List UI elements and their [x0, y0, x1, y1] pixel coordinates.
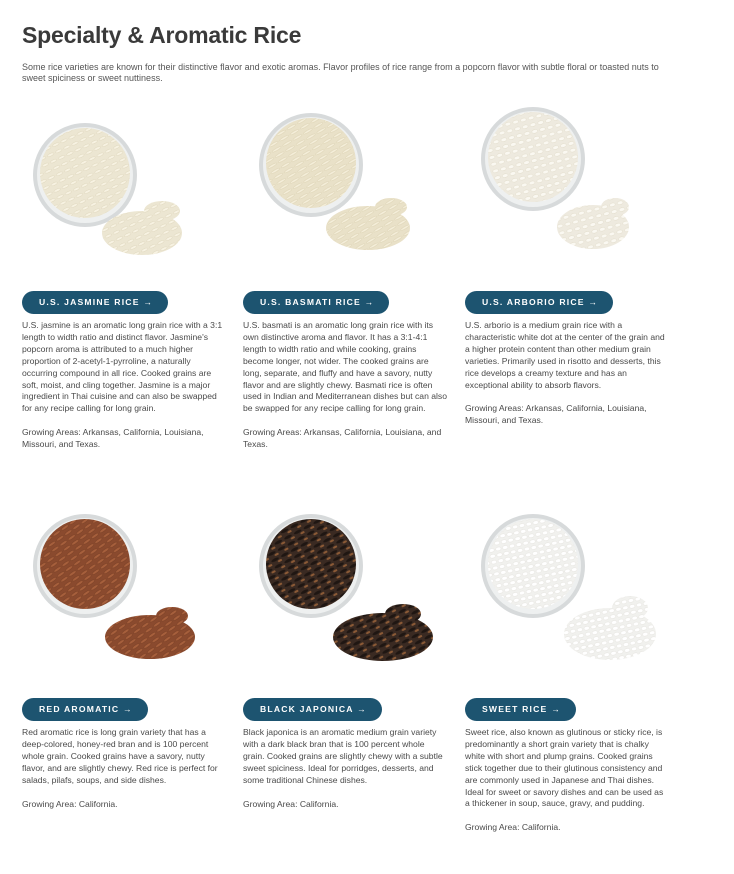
black-japonica-description: Black japonica is an aromatic medium grain variety with a dark black bran that is 100 percent whole grain. Cooked grains are slightly chewy with a subtle sweet spiciness. Ideal for porridges, desserts, and some traditional Chinese dishes. — [243, 727, 443, 785]
jasmine-description: U.S. jasmine is an aromatic long grain rice with a 3:1 length to width ratio and distinct flavor. Jasmine's popcorn aroma is attributed to a much higher proportion of 2-acetyl-1-pyrroline, a naturally occurring compound in all rice. Cooked grains are soft, moist, and cling together. Jasmine is a major ingredient in Thai cuisine and can also be swapped for any recipe calling for long grain. — [22, 320, 223, 414]
sweet-rice-bowl-icon — [465, 510, 670, 670]
arrow-right-icon: → — [143, 297, 154, 307]
black-japonica-rice-image — [243, 510, 448, 660]
sweet-rice-button[interactable]: SWEET RICE → — [465, 698, 576, 721]
arborio-growing-areas: Growing Areas: Arkansas, California, Louisiana, Missouri, and Texas. — [465, 403, 647, 426]
basmati-description: U.S. basmati is an aromatic long grain rice with its own distinctive aroma and flavor. It has a 3:1-4:1 length to width ratio and while cooking, grains become longer, not wider. The cooked grains are long, separate, and fluffy and have a savory, nutty flavor and are slightly chewy. Basmati rice is often used in Indian and Mediterranean dishes but can also be swapped for any recipe calling for long grain. — [243, 320, 448, 414]
black-japonica-button[interactable]: BLACK JAPONICA → — [243, 698, 382, 721]
intro-paragraph: Some rice varieties are known for their distinctive flavor and exotic aromas. Flavor profiles of rice range from a popcorn flavor with subtle floral or toasted nuts to sweet spiciness or sweet nuttiness. — [22, 62, 659, 83]
red-aromatic-growing-area: Growing Area: California. — [22, 798, 118, 809]
rice-card-jasmine — [22, 103, 227, 451]
jasmine-growing-areas: Growing Areas: Arkansas, California, Louisiana, Missouri, and Texas. — [22, 427, 204, 450]
rice-card-sweet-rice — [465, 510, 670, 834]
basmati-rice-button[interactable]: U.S. BASMATI RICE → — [243, 291, 389, 314]
arborio-description: U.S. arborio is a medium grain rice with a characteristic white dot at the center of the grain and a higher protein content than other medium grain varieties. Primarily used in risotto and desserts, this rice develops a creamy texture and has an exceptional ability to absorb flavors. — [465, 320, 665, 390]
rice-card-red-aromatic — [22, 510, 227, 810]
basmati-rice-bowl-icon — [243, 103, 448, 263]
arborio-rice-image — [465, 103, 670, 253]
red-aromatic-rice-image — [22, 510, 227, 660]
sweet-rice-image — [465, 510, 670, 660]
arrow-right-icon: → — [588, 297, 599, 307]
basmati-growing-areas: Growing Areas: Arkansas, California, Louisiana, and Texas. — [243, 427, 442, 450]
jasmine-rice-bowl-icon — [22, 103, 227, 263]
rice-card-basmati — [243, 103, 448, 451]
basmati-rice-image — [243, 103, 448, 253]
black-japonica-growing-area: Growing Area: California. — [243, 798, 339, 809]
red-aromatic-button[interactable]: RED AROMATIC → — [22, 698, 148, 721]
arborio-rice-button[interactable]: U.S. ARBORIO RICE → — [465, 291, 613, 314]
black-japonica-rice-bowl-icon — [243, 510, 448, 670]
arrow-right-icon: → — [122, 704, 133, 714]
rice-card-arborio — [465, 103, 670, 427]
page-title: Specialty & Aromatic Rice — [22, 22, 302, 48]
sweet-rice-description: Sweet rice, also known as glutinous or sticky rice, is predominantly a short grain variety that is chalky white with short and plump grains. Cooked grains stick together due to their glutinous consistency and are commonly used in Japanese and Thai dishes. Ideal for sweet or savory dishes and can be used as a thickener in soup, sauce, gravy, and pudding. — [465, 727, 664, 809]
sweet-rice-growing-area: Growing Area: California. — [465, 822, 561, 833]
jasmine-rice-image — [22, 103, 227, 253]
red-rice-bowl-icon — [22, 510, 227, 670]
rice-card-black-japonica — [243, 510, 448, 810]
arrow-right-icon: → — [364, 297, 375, 307]
jasmine-rice-button[interactable]: U.S. JASMINE RICE → — [22, 291, 168, 314]
red-aromatic-description: Red aromatic rice is long grain variety that has a deep-colored, honey-red bran and is 100 percent whole grain. Cooked grains have a savory, nutty flavor, and are slightly chewy. Red rice is perfect for salads, pilafs, soups, and side dishes. — [22, 727, 218, 785]
arrow-right-icon: → — [551, 704, 561, 714]
arrow-right-icon: → — [356, 704, 367, 714]
arborio-rice-bowl-icon — [465, 103, 670, 263]
